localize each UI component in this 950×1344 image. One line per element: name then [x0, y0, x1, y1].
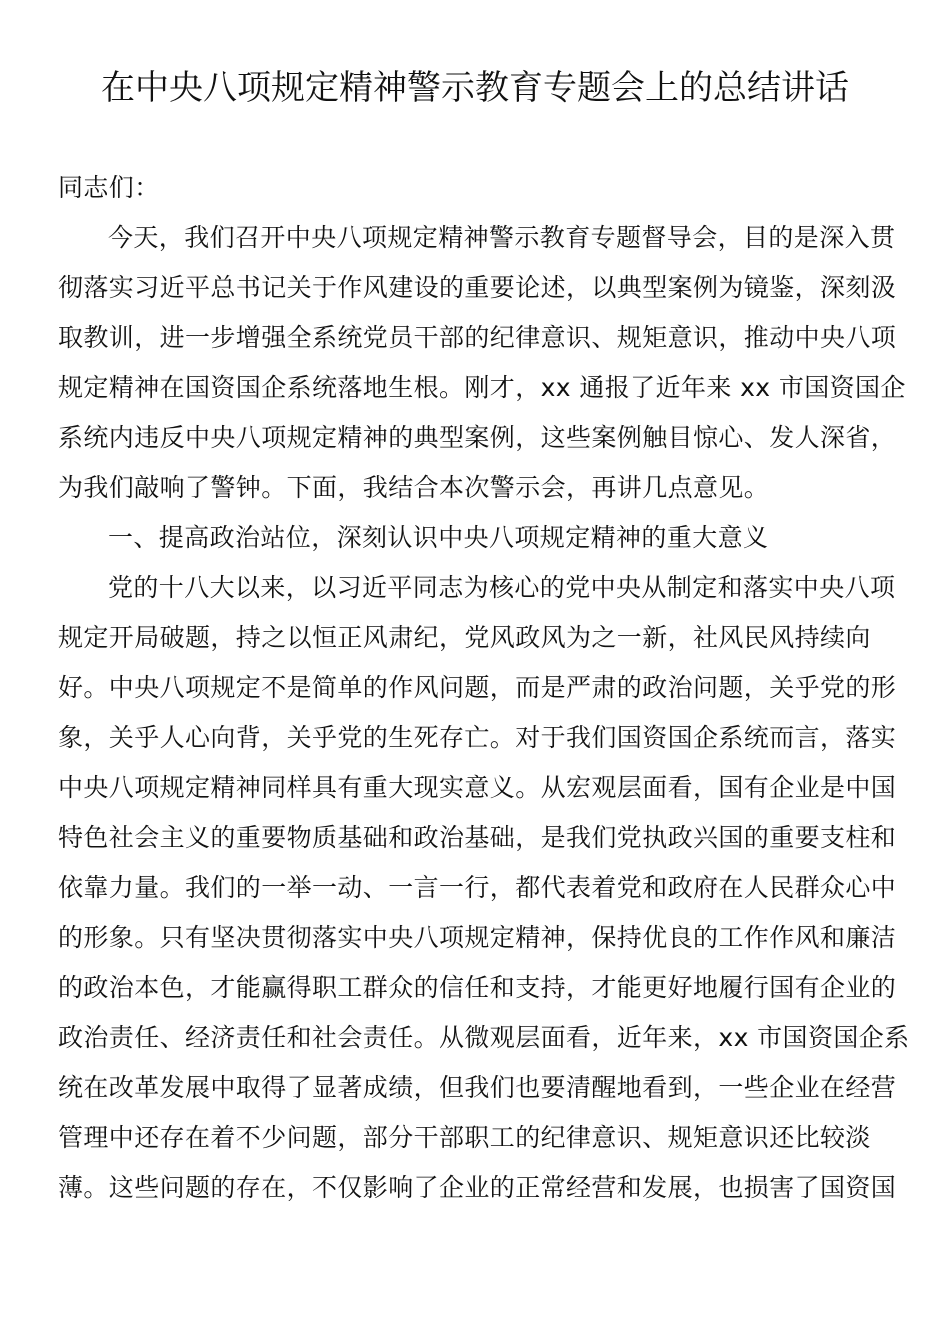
document-title: 在中央八项规定精神警示教育专题会上的总结讲话 — [101, 68, 849, 108]
salutation: 同志们： — [58, 173, 160, 202]
paragraph-line: 政治责任、经济责任和社会责任。从微观层面看，近年来，xx 市国资国企系 — [58, 1023, 910, 1052]
section-heading: 一、提高政治站位，深刻认识中央八项规定精神的重大意义 — [108, 523, 769, 552]
paragraph-line: 党的十八大以来，以习近平同志为核心的党中央从制定和落实中央八项 — [108, 573, 896, 602]
paragraph-line: 管理中还存在着不少问题，部分干部职工的纪律意识、规矩意识还比较淡 — [58, 1123, 871, 1152]
paragraph-line: 中央八项规定精神同样具有重大现实意义。从宏观层面看，国有企业是中国 — [58, 773, 897, 802]
paragraph-line: 彻落实习近平总书记关于作风建设的重要论述，以典型案例为镜鉴，深刻汲 — [58, 273, 897, 302]
paragraph-line: 规定开局破题，持之以恒正风肃纪，党风政风为之一新，社风民风持续向 — [58, 623, 871, 652]
paragraph-line: 系统内违反中央八项规定精神的典型案例，这些案例触目惊心、发人深省， — [58, 423, 897, 452]
paragraph-line: 好。中央八项规定不是简单的作风问题，而是严肃的政治问题，关乎党的形 — [58, 673, 897, 702]
paragraph-line: 今天，我们召开中央八项规定精神警示教育专题督导会，目的是深入贯 — [108, 223, 896, 252]
paragraph-line: 为我们敲响了警钟。下面，我结合本次警示会，再讲几点意见。 — [58, 473, 770, 502]
paragraph-line: 象，关乎人心向背，关乎党的生死存亡。对于我们国资国企系统而言，落实 — [58, 723, 897, 752]
paragraph-line: 依靠力量。我们的一举一动、一言一行，都代表着党和政府在人民群众心中 — [58, 873, 897, 902]
paragraph-line: 的形象。只有坚决贯彻落实中央八项规定精神，保持优良的工作作风和廉洁 — [58, 923, 897, 952]
paragraph-line: 薄。这些问题的存在，不仅影响了企业的正常经营和发展，也损害了国资国 — [58, 1173, 897, 1202]
paragraph-line: 的政治本色，才能赢得职工群众的信任和支持，才能更好地履行国有企业的 — [58, 973, 897, 1002]
paragraph-line: 统在改革发展中取得了显著成绩，但我们也要清醒地看到，一些企业在经营 — [58, 1073, 897, 1102]
paragraph-line: 规定精神在国资国企系统落地生根。刚才，xx 通报了近年来 xx 市国资国企 — [58, 373, 906, 402]
paragraph-line: 特色社会主义的重要物质基础和政治基础，是我们党执政兴国的重要支柱和 — [58, 823, 897, 852]
paragraph-line: 取教训，进一步增强全系统党员干部的纪律意识、规矩意识，推动中央八项 — [58, 323, 897, 352]
